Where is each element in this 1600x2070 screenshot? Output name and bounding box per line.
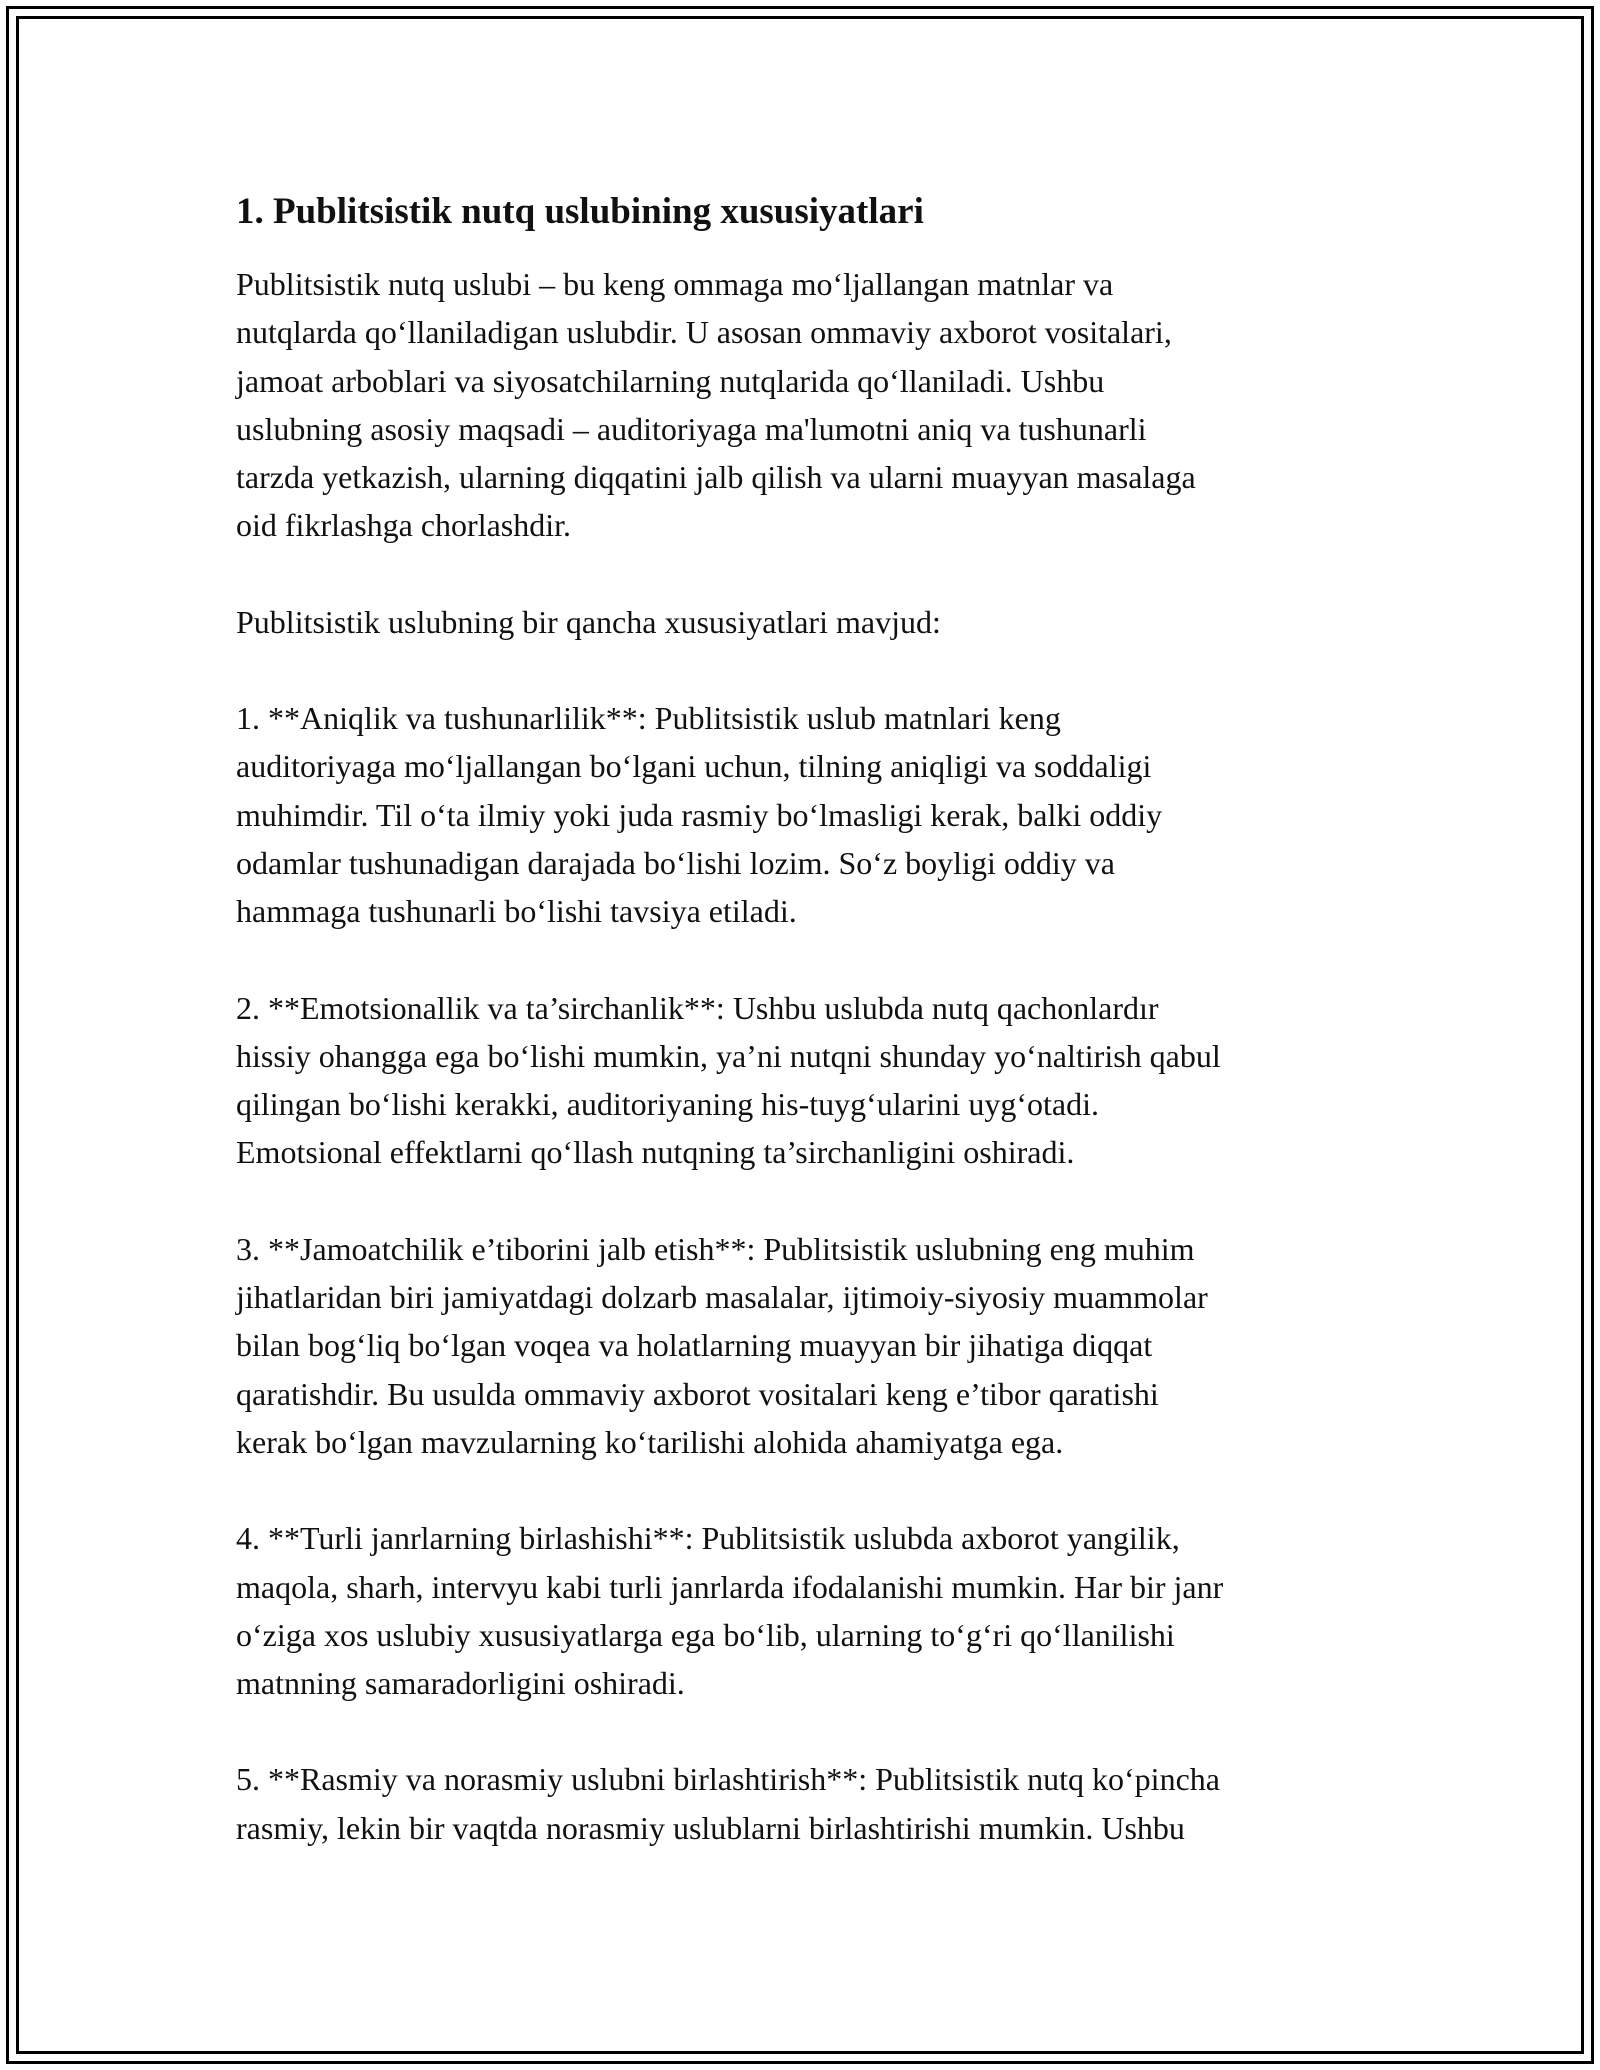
text-line: Publitsistik nutq uslubi – bu keng ommaga moʻljallangan matnlar va <box>236 266 1114 302</box>
text-line: bilan bogʻliq boʻlgan voqea va holatlarning muayyan bir jihatiga diqqat <box>236 1327 1153 1364</box>
text-line: Publitsistik uslubning bir qancha xususiyatlari mavjud: <box>236 603 941 640</box>
text-line: auditoriyaga moʻljallangan boʻlgani uchun, tilning aniqligi va soddaligi <box>236 748 1152 785</box>
document-body <box>236 186 1376 1852</box>
text-line: rasmiy, lekin bir vaqtda norasmiy uslublarni birlashtirishi mumkin. Ushbu <box>236 1809 1185 1846</box>
text-line: 3. **Jamoatchilik e’tiborini jalb etish**: Publitsistik uslubning eng muhim <box>236 1230 1195 1267</box>
text-line: oʻziga xos uslubiy xususiyatlarga ega boʻlib, ularning toʻgʻri qoʻllanilishi <box>236 1616 1175 1653</box>
paragraph-item-5 <box>236 1755 1376 1852</box>
paragraph-item-2 <box>236 984 1376 1177</box>
text-line: hammaga tushunarli boʻlishi tavsiya etiladi. <box>236 893 797 930</box>
text-line: hissiy ohangga ega boʻlishi mumkin, ya’ni nutqni shunday yoʻnaltirish qabul <box>236 1037 1221 1074</box>
text-line: 4. **Turli janrlarning birlashishi**: Publitsistik uslubda axborot yangilik, <box>236 1520 1180 1557</box>
paragraph-item-1 <box>236 694 1376 935</box>
text-line: uslubning asosiy maqsadi – auditoriyaga ma'lumotni aniq va tushunarli <box>236 410 1147 447</box>
text-line: matnning samaradorligini oshiradi. <box>236 1665 685 1702</box>
text-line: jihatlaridan biri jamiyatdagi dolzarb masalalar, ijtimoiy-siyosiy muammolar <box>236 1279 1208 1316</box>
text-line: oid fikrlashga chorlashdir. <box>236 507 572 544</box>
text-line: nutqlarda qoʻllaniladigan uslubdir. U asosan ommaviy axborot vositalari, <box>236 314 1172 351</box>
text-line: qilingan boʻlishi kerakki, auditoriyaning his-tuygʻularini uygʻotadi. <box>236 1086 1099 1123</box>
text-line: maqola, sharh, intervyu kabi turli janrlarda ifodalanishi mumkin. Har bir janr <box>236 1568 1224 1605</box>
paragraph-list-intro <box>236 598 1376 646</box>
paragraph-item-3 <box>236 1225 1376 1466</box>
document-title: 1. Publitsistik nutq uslubining xususiyatlari <box>236 191 924 232</box>
text-line: qaratishdir. Bu usulda ommaviy axborot vositalari keng e’tibor qaratishi <box>236 1375 1159 1412</box>
paragraph-intro <box>236 260 1376 550</box>
text-line: 5. **Rasmiy va norasmiy uslubni birlashtirish**: Publitsistik nutq koʻpincha <box>236 1761 1220 1798</box>
text-line: 1. **Aniqlik va tushunarlilik**: Publitsistik uslub matnlari keng <box>236 700 1061 737</box>
text-line: 2. **Emotsionallik va ta’sirchanlik**: Ushbu uslubda nutq qachonlardır <box>236 989 1159 1026</box>
text-line: muhimdir. Til oʻta ilmiy yoki juda rasmiy boʻlmasligi kerak, balki oddiy <box>236 796 1163 833</box>
text-line: jamoat arboblari va siyosatchilarning nutqlarida qoʻllaniladi. Ushbu <box>236 362 1105 399</box>
text-line: kerak boʻlgan mavzularning koʻtarilishi alohida ahamiyatga ega. <box>236 1423 1064 1460</box>
text-line: tarzda yetkazish, ularning diqqatini jalb qilish va ularni muayyan masalaga <box>236 459 1196 496</box>
paragraph-item-4 <box>236 1514 1376 1707</box>
text-line: Emotsional effektlarni qoʻllash nutqning ta’sirchanligini oshiradi. <box>236 1134 1075 1171</box>
text-line: odamlar tushunadigan darajada boʻlishi lozim. Soʻz boyligi oddiy va <box>236 844 1115 881</box>
